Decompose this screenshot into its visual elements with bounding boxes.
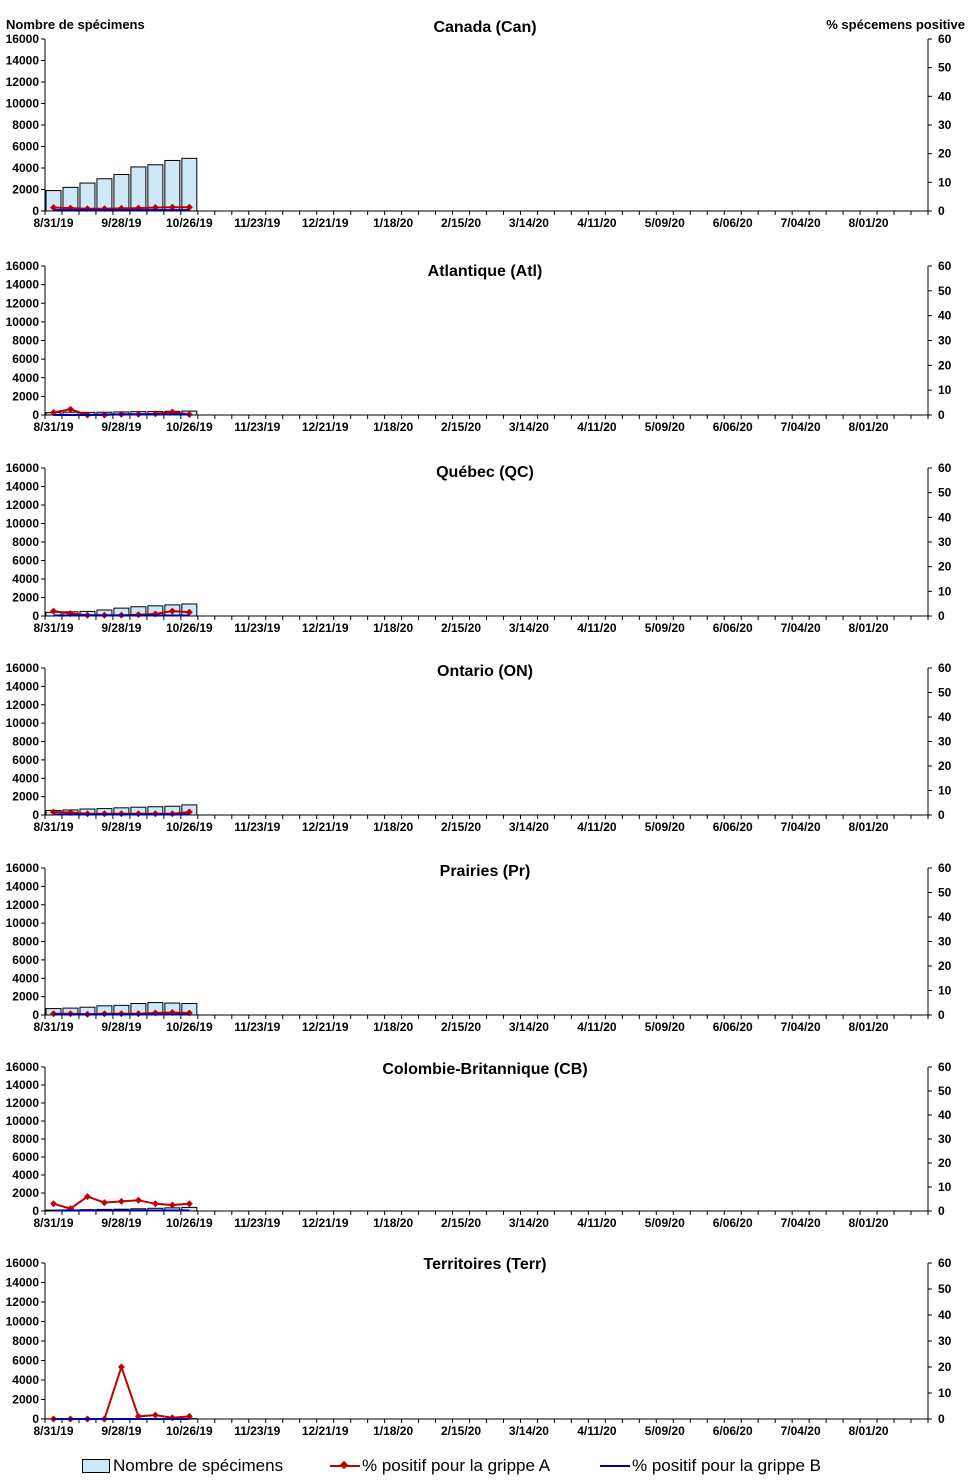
left-tick-label: 4000	[12, 771, 39, 786]
x-tick-label: 1/18/20	[373, 1020, 414, 1034]
left-tick-label: 0	[32, 204, 39, 218]
left-tick-label: 12000	[5, 697, 39, 712]
legend-item-flu-b	[600, 1452, 821, 1480]
x-tick-label: 2/15/20	[441, 820, 482, 834]
x-tick-label: 6/06/20	[712, 621, 753, 635]
x-tick-label: 10/26/19	[165, 820, 213, 834]
x-tick-label: 7/04/20	[780, 621, 821, 635]
left-tick-label: 16000	[5, 1060, 39, 1074]
x-tick-label: 2/15/20	[441, 621, 482, 635]
legend-item-specimens	[82, 1452, 283, 1480]
x-tick-label: 1/18/20	[373, 621, 414, 635]
x-tick-label: 7/04/20	[780, 216, 821, 230]
x-tick-label: 2/15/20	[441, 1424, 482, 1438]
left-tick-label: 8000	[12, 734, 39, 749]
x-tick-label: 12/21/19	[301, 621, 349, 635]
x-tick-label: 8/01/20	[848, 1020, 889, 1034]
left-tick-label: 14000	[5, 479, 39, 494]
flu-a-point	[101, 1199, 108, 1206]
chart-title: Québec (QC)	[436, 464, 534, 481]
left-tick-label: 12000	[5, 498, 39, 512]
x-tick-label: 9/28/19	[101, 1020, 142, 1034]
left-tick-label: 2000	[12, 182, 39, 197]
x-tick-label: 8/01/20	[848, 621, 889, 635]
x-tick-label: 9/28/19	[101, 216, 142, 230]
right-tick-label: 60	[938, 259, 952, 273]
specimen-bar	[182, 158, 197, 211]
left-tick-label: 16000	[5, 259, 39, 273]
right-tick-label: 60	[938, 1060, 952, 1074]
x-tick-label: 7/04/20	[780, 420, 821, 434]
left-tick-label: 10000	[5, 916, 39, 931]
left-tick-label: 10000	[5, 516, 39, 531]
right-tick-label: 50	[938, 485, 952, 500]
left-tick-label: 16000	[5, 32, 39, 46]
x-tick-label: 3/14/20	[508, 216, 549, 230]
right-tick-label: 50	[938, 1282, 952, 1296]
legend-label-flu-a: % positif pour la grippe A	[362, 1456, 551, 1475]
right-tick-label: 10	[938, 983, 952, 998]
x-tick-label: 4/11/20	[577, 1424, 617, 1438]
right-tick-label: 10	[938, 584, 952, 599]
x-tick-label: 3/14/20	[508, 1216, 549, 1230]
legend-swatch-bar	[82, 1459, 110, 1473]
left-tick-label: 2000	[12, 789, 39, 804]
x-tick-label: 4/11/20	[577, 621, 617, 635]
right-tick-label: 20	[938, 759, 952, 773]
right-tick-label: 20	[938, 559, 952, 574]
flu-a-point	[118, 1198, 125, 1205]
flu-a-point	[152, 1412, 159, 1419]
x-tick-label: 2/15/20	[441, 216, 482, 230]
x-tick-label: 5/09/20	[644, 1020, 685, 1034]
chart-title: Territoires (Terr)	[423, 1256, 547, 1273]
left-tick-label: 16000	[5, 1256, 39, 1270]
left-tick-label: 0	[32, 1008, 39, 1022]
right-tick-label: 0	[938, 1412, 945, 1426]
x-tick-label: 8/01/20	[848, 1216, 889, 1230]
left-tick-label: 6000	[12, 139, 39, 154]
left-tick-label: 4000	[12, 971, 39, 986]
x-tick-label: 3/14/20	[508, 420, 549, 434]
left-tick-label: 8000	[12, 1334, 39, 1348]
x-tick-label: 11/23/19	[234, 1216, 281, 1230]
right-tick-label: 30	[938, 333, 952, 348]
x-tick-label: 11/23/19	[234, 1020, 281, 1034]
right-tick-label: 30	[938, 1132, 952, 1146]
left-tick-label: 0	[32, 1412, 39, 1426]
left-tick-label: 2000	[12, 590, 39, 605]
right-tick-label: 20	[938, 146, 952, 161]
right-tick-label: 40	[938, 89, 952, 104]
x-tick-label: 12/21/19	[301, 1020, 349, 1034]
x-tick-label: 8/01/20	[848, 1424, 889, 1438]
x-tick-label: 6/06/20	[712, 1216, 753, 1230]
left-tick-label: 0	[32, 1204, 39, 1218]
left-tick-label: 0	[32, 609, 39, 623]
x-tick-label: 8/31/19	[33, 216, 74, 230]
x-tick-label: 12/21/19	[301, 820, 349, 834]
x-tick-label: 4/11/20	[577, 820, 617, 834]
legend-swatch-flu-a	[330, 1465, 360, 1467]
left-tick-label: 12000	[5, 1096, 39, 1110]
left-tick-label: 8000	[12, 535, 39, 549]
x-tick-label: 7/04/20	[780, 1020, 821, 1034]
left-tick-label: 4000	[12, 370, 39, 385]
right-tick-label: 10	[938, 1386, 952, 1400]
right-tick-label: 20	[938, 358, 952, 373]
right-tick-label: 50	[938, 685, 952, 700]
flu-a-point	[169, 1414, 176, 1421]
x-tick-label: 12/21/19	[301, 1216, 349, 1230]
right-tick-label: 0	[938, 408, 945, 422]
x-tick-label: 7/04/20	[780, 1216, 821, 1230]
left-tick-label: 10000	[5, 314, 39, 329]
right-tick-label: 60	[938, 1256, 952, 1270]
right-tick-label: 40	[938, 510, 952, 525]
left-tick-label: 6000	[12, 752, 39, 767]
x-tick-label: 3/14/20	[508, 820, 549, 834]
x-tick-label: 11/23/19	[234, 216, 281, 230]
x-tick-label: 4/11/20	[577, 1216, 617, 1230]
x-tick-label: 9/28/19	[101, 621, 142, 635]
right-tick-label: 10	[938, 1180, 952, 1194]
flu-a-point	[152, 1200, 159, 1207]
right-tick-label: 40	[938, 308, 952, 323]
legend-swatch-flu-b	[600, 1465, 630, 1467]
left-tick-label: 8000	[12, 934, 39, 949]
x-tick-label: 12/21/19	[301, 420, 349, 434]
x-tick-label: 11/23/19	[234, 820, 281, 834]
chart-title: Atlantique (Atl)	[427, 263, 543, 280]
x-tick-label: 8/31/19	[33, 1424, 74, 1438]
x-tick-label: 9/28/19	[101, 420, 142, 434]
x-tick-label: 3/14/20	[508, 1020, 549, 1034]
x-tick-label: 4/11/20	[577, 216, 617, 230]
right-tick-label: 50	[938, 60, 952, 75]
x-tick-label: 2/15/20	[441, 420, 482, 434]
left-tick-label: 4000	[12, 161, 39, 175]
right-tick-label: 0	[938, 609, 945, 623]
x-tick-label: 8/01/20	[848, 216, 889, 230]
left-tick-label: 14000	[5, 1078, 39, 1092]
left-tick-label: 6000	[12, 352, 39, 367]
x-tick-label: 6/06/20	[712, 1020, 753, 1034]
specimen-bar	[165, 160, 180, 211]
chart-panel	[6, 1060, 952, 1230]
x-tick-label: 5/09/20	[644, 820, 685, 834]
right-tick-label: 40	[938, 910, 952, 924]
chart-panel	[6, 259, 952, 434]
left-tick-label: 10000	[5, 1314, 39, 1329]
x-tick-label: 12/21/19	[301, 1424, 349, 1438]
x-tick-label: 6/06/20	[712, 820, 753, 834]
right-tick-label: 10	[938, 175, 952, 190]
x-tick-label: 5/09/20	[644, 216, 685, 230]
right-tick-label: 50	[938, 283, 952, 298]
right-tick-label: 30	[938, 734, 952, 749]
left-tick-label: 14000	[5, 277, 39, 292]
x-tick-label: 1/18/20	[373, 1216, 414, 1230]
x-tick-label: 8/31/19	[33, 1216, 74, 1230]
right-tick-label: 0	[938, 1204, 945, 1218]
left-tick-label: 12000	[5, 897, 39, 912]
left-tick-label: 14000	[5, 879, 39, 894]
x-tick-label: 8/01/20	[848, 820, 889, 834]
x-tick-label: 4/11/20	[577, 1020, 617, 1034]
x-tick-label: 7/04/20	[780, 1424, 821, 1438]
flu-a-point	[135, 1197, 142, 1204]
flu-a-line	[53, 1367, 189, 1419]
left-tick-label: 0	[32, 808, 39, 822]
right-tick-label: 0	[938, 204, 945, 218]
right-tick-label: 20	[938, 1156, 952, 1170]
right-tick-label: 60	[938, 861, 952, 875]
x-tick-label: 10/26/19	[165, 1216, 213, 1230]
legend-item-flu-a	[330, 1452, 550, 1480]
left-tick-label: 10000	[5, 96, 39, 111]
right-tick-label: 30	[938, 934, 952, 949]
left-tick-label: 0	[32, 408, 39, 422]
left-tick-label: 6000	[12, 952, 39, 967]
x-tick-label: 9/28/19	[101, 1424, 142, 1438]
flu-a-point	[186, 1200, 193, 1207]
x-tick-label: 10/26/19	[165, 420, 213, 434]
flu-a-point	[118, 1364, 125, 1371]
chart-panel	[6, 461, 952, 635]
x-tick-label: 8/31/19	[33, 1020, 74, 1034]
left-tick-label: 14000	[5, 53, 39, 68]
left-tick-label: 14000	[5, 1275, 39, 1290]
x-tick-label: 6/06/20	[712, 216, 753, 230]
flu-a-point	[50, 1200, 57, 1207]
chart-panel	[6, 19, 952, 230]
right-tick-label: 0	[938, 1008, 945, 1022]
x-tick-label: 11/23/19	[234, 1424, 281, 1438]
x-tick-label: 10/26/19	[165, 216, 213, 230]
left-tick-label: 6000	[12, 1150, 39, 1164]
x-tick-label: 2/15/20	[441, 1216, 482, 1230]
left-tick-label: 10000	[5, 716, 39, 731]
right-tick-label: 0	[938, 808, 945, 822]
right-tick-label: 10	[938, 383, 952, 398]
x-tick-label: 8/31/19	[33, 621, 74, 635]
x-tick-label: 3/14/20	[508, 1424, 549, 1438]
right-tick-label: 30	[938, 1334, 952, 1348]
right-tick-label: 10	[938, 783, 952, 798]
left-tick-label: 4000	[12, 1168, 39, 1182]
right-tick-label: 60	[938, 661, 952, 675]
right-tick-label: 60	[938, 461, 952, 475]
x-tick-label: 1/18/20	[373, 820, 414, 834]
left-tick-label: 12000	[5, 1295, 39, 1309]
legend-label-flu-b: % positif pour la grippe B	[632, 1456, 821, 1475]
left-tick-label: 16000	[5, 861, 39, 875]
chart-panel	[6, 661, 952, 834]
chart-title: Prairies (Pr)	[439, 863, 531, 880]
left-tick-label: 8000	[12, 118, 39, 132]
right-tick-label: 40	[938, 710, 952, 724]
x-tick-label: 6/06/20	[712, 1424, 753, 1438]
left-tick-label: 4000	[12, 572, 39, 586]
chart-panel	[6, 1256, 952, 1438]
left-tick-label: 16000	[5, 661, 39, 675]
left-tick-label: 12000	[5, 296, 39, 311]
left-tick-label: 2000	[12, 1186, 39, 1200]
x-tick-label: 1/18/20	[373, 420, 414, 434]
x-tick-label: 11/23/19	[234, 621, 281, 635]
left-tick-label: 6000	[12, 1353, 39, 1368]
left-tick-label: 10000	[5, 1114, 39, 1128]
x-tick-label: 5/09/20	[644, 1216, 685, 1230]
x-tick-label: 5/09/20	[644, 420, 685, 434]
right-tick-label: 30	[938, 118, 952, 132]
legend-label-specimens: Nombre de spécimens	[113, 1456, 284, 1475]
left-tick-label: 12000	[5, 75, 39, 89]
x-tick-label: 1/18/20	[373, 1424, 414, 1438]
x-tick-label: 8/01/20	[848, 420, 889, 434]
legend	[0, 1452, 970, 1480]
right-tick-label: 20	[938, 959, 952, 973]
right-tick-label: 30	[938, 535, 952, 549]
x-tick-label: 3/14/20	[508, 621, 549, 635]
left-tick-label: 14000	[5, 679, 39, 694]
x-tick-label: 6/06/20	[712, 420, 753, 434]
left-axis-title: Nombre de spécimens	[6, 17, 145, 32]
left-tick-label: 2000	[12, 1392, 39, 1407]
chart-title: Colombie-Britannique (CB)	[382, 1061, 588, 1078]
right-tick-label: 50	[938, 885, 952, 900]
x-tick-label: 10/26/19	[165, 1424, 213, 1438]
x-tick-label: 5/09/20	[644, 1424, 685, 1438]
right-tick-label: 60	[938, 32, 952, 46]
right-tick-label: 40	[938, 1108, 952, 1122]
right-axis-title: % spécemens positive	[826, 17, 965, 32]
x-tick-label: 8/31/19	[33, 420, 74, 434]
x-tick-label: 12/21/19	[301, 216, 349, 230]
x-tick-label: 2/15/20	[441, 1020, 482, 1034]
right-tick-label: 40	[938, 1308, 952, 1322]
left-tick-label: 2000	[12, 389, 39, 404]
x-tick-label: 10/26/19	[165, 621, 213, 635]
x-tick-label: 8/31/19	[33, 820, 74, 834]
chart-title: Ontario (ON)	[437, 663, 533, 680]
left-tick-label: 6000	[12, 553, 39, 568]
left-tick-label: 8000	[12, 1132, 39, 1146]
x-tick-label: 11/23/19	[234, 420, 281, 434]
x-tick-label: 9/28/19	[101, 1216, 142, 1230]
left-tick-label: 8000	[12, 333, 39, 348]
left-tick-label: 4000	[12, 1373, 39, 1387]
right-tick-label: 20	[938, 1360, 952, 1374]
right-tick-label: 50	[938, 1084, 952, 1098]
x-tick-label: 9/28/19	[101, 820, 142, 834]
x-tick-label: 10/26/19	[165, 1020, 213, 1034]
chart-title: Canada (Can)	[433, 19, 537, 36]
x-tick-label: 1/18/20	[373, 216, 414, 230]
chart-panel	[6, 861, 952, 1034]
left-tick-label: 16000	[5, 461, 39, 475]
x-tick-label: 4/11/20	[577, 420, 617, 434]
x-tick-label: 5/09/20	[644, 621, 685, 635]
left-tick-label: 2000	[12, 989, 39, 1004]
specimen-bar	[131, 167, 146, 211]
x-tick-label: 7/04/20	[780, 820, 821, 834]
